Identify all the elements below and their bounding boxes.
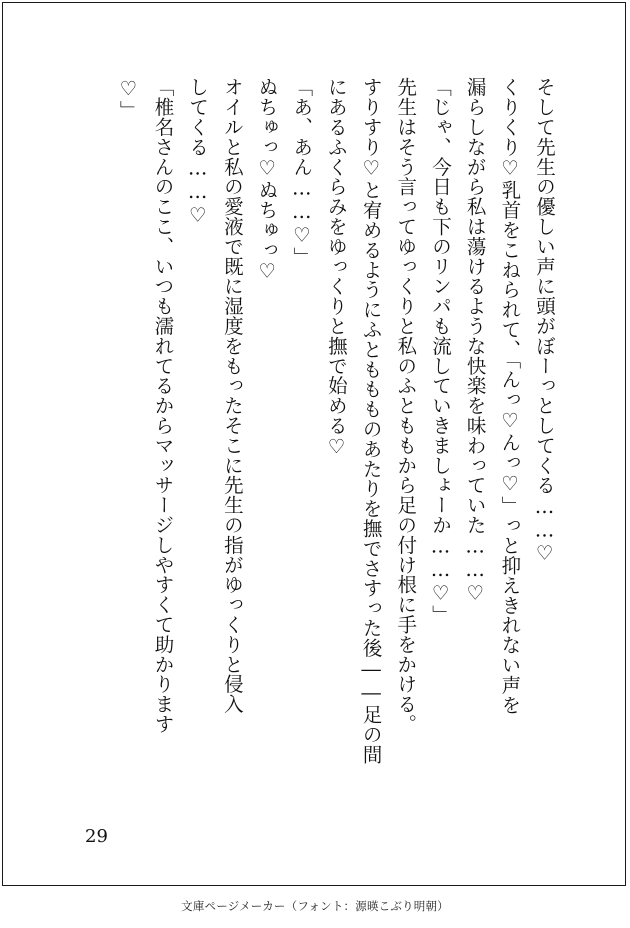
text-line-4: 「じゃ、今日も下のリンパも流していきましょーか……♡」 (428, 77, 452, 625)
text-line-8: 「あ、あん……♡」 (290, 77, 314, 267)
text-line-9: ぬちゅっ♡ぬちゅっ♡ (255, 77, 279, 283)
footer-credit: 文庫ページメーカー（フォント：源暎こぶり明朝） (181, 899, 449, 913)
text-line-3: 漏らしながら私は蕩けるような快楽を味わっていた……♡ (463, 77, 487, 605)
text-line-5: 先生はそう言ってゆっくりと私のふとももから足の付け根に手をかける。 (394, 77, 418, 734)
vertical-text-body (71, 77, 561, 807)
text-line-6: すりすり♡と宥めるようにふとももものあたりを撫でさすった後――足の間 (359, 77, 383, 765)
text-line-11: してくる……♡ (186, 77, 210, 227)
text-line-12: 「椎名さんのここ、いつも濡れてるからマッサージしやすくて助かります (151, 77, 175, 734)
text-line-2: くりくり♡乳首をこねられて、「んっ♡んっ♡」っと抑えきれない声を (498, 77, 522, 715)
page-frame (2, 2, 626, 886)
text-line-1: そして先生の優しい声に頭がぼーっとしてくる……♡ (533, 77, 556, 566)
text-line-7: にあるふくらみをゆっくりと撫で始める♡ (324, 77, 348, 459)
text-line-13: ♡」 (116, 77, 140, 121)
text-line-10: オイルと私の愛液で既に湿度をもったそこに先生の指がゆっくりと侵入 (220, 77, 244, 714)
page-number: 29 (85, 826, 108, 847)
